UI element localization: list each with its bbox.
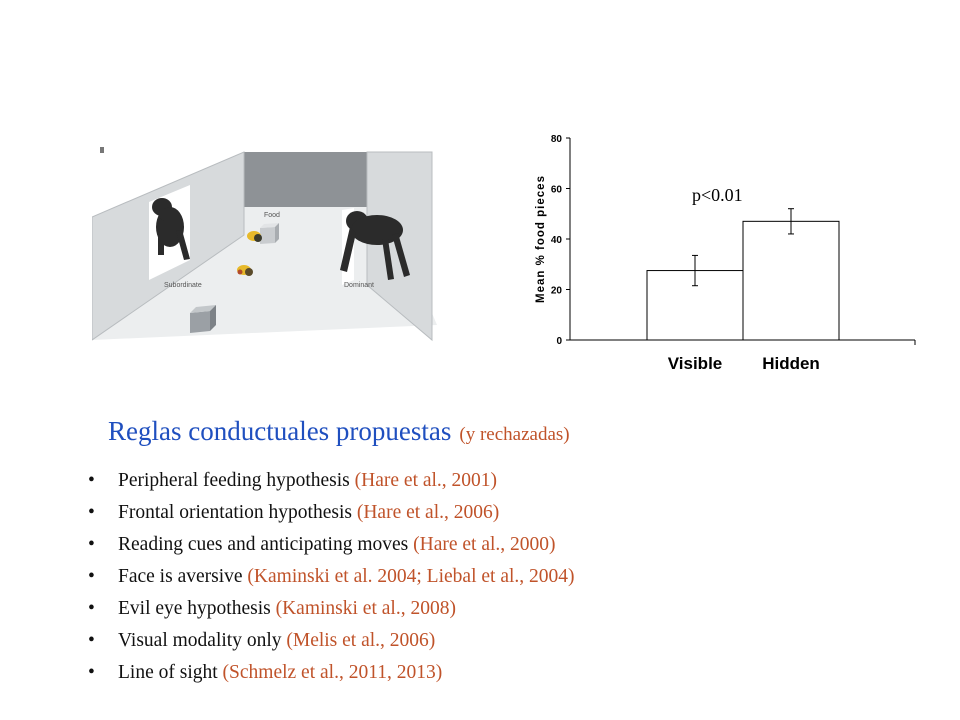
p-value-annotation: p<0.01 xyxy=(692,185,743,205)
rule-text: Peripheral feeding hypothesis xyxy=(118,470,350,491)
y-tick-label: 60 xyxy=(550,184,562,196)
y-tick-label: 0 xyxy=(556,336,562,347)
y-tick-label: 80 xyxy=(550,134,562,145)
section-title-main: Reglas conductuales propuestas xyxy=(108,416,452,446)
figure-letter-mark xyxy=(100,147,104,153)
bullet: • xyxy=(88,566,95,587)
dominant-label: Dominant xyxy=(344,282,374,289)
y-tick-label: 40 xyxy=(550,235,562,246)
subordinate-label: Subordinate xyxy=(164,282,202,289)
x-category-label: Hidden xyxy=(762,354,820,373)
back-wall xyxy=(244,152,387,207)
x-category-label: Visible xyxy=(667,354,723,373)
rule-reference: (Schmelz et al., 2011, 2013) xyxy=(222,662,443,683)
bullet: • xyxy=(88,534,95,555)
section-title xyxy=(108,416,570,447)
rule-text: Line of sight xyxy=(118,662,218,683)
opaque-barrier-far xyxy=(260,223,279,244)
bar-chart xyxy=(520,120,930,380)
rule-text: Face is aversive xyxy=(118,566,243,587)
rule-reference: (Kaminski et al., 2008) xyxy=(275,598,456,619)
y-axis-label: Mean % food pieces xyxy=(535,175,547,303)
opaque-barrier-near xyxy=(190,305,216,333)
section-title-sub: (y rechazadas) xyxy=(459,424,570,445)
bullet: • xyxy=(88,502,95,523)
bullet: • xyxy=(88,470,95,491)
rule-text: Reading cues and anticipating moves xyxy=(118,534,409,555)
bar-hidden xyxy=(743,221,839,340)
bullet: • xyxy=(88,630,95,651)
rule-reference: (Hare et al., 2006) xyxy=(356,502,500,523)
y-tick-label: 20 xyxy=(550,285,562,297)
rule-reference: (Hare et al., 2000) xyxy=(413,534,556,555)
rule-text: Visual modality only xyxy=(118,630,282,651)
experiment-illustration xyxy=(92,135,452,345)
food-label: Food xyxy=(264,212,280,219)
rule-text: Evil eye hypothesis xyxy=(118,598,271,619)
bullet: • xyxy=(88,598,95,619)
rule-reference: (Melis et al., 2006) xyxy=(286,630,436,651)
rule-reference: (Kaminski et al. 2004; Liebal et al., 2004) xyxy=(247,566,575,587)
bullet: • xyxy=(88,662,95,683)
rule-reference: (Hare et al., 2001) xyxy=(354,470,498,491)
rule-text: Frontal orientation hypothesis xyxy=(118,502,352,523)
